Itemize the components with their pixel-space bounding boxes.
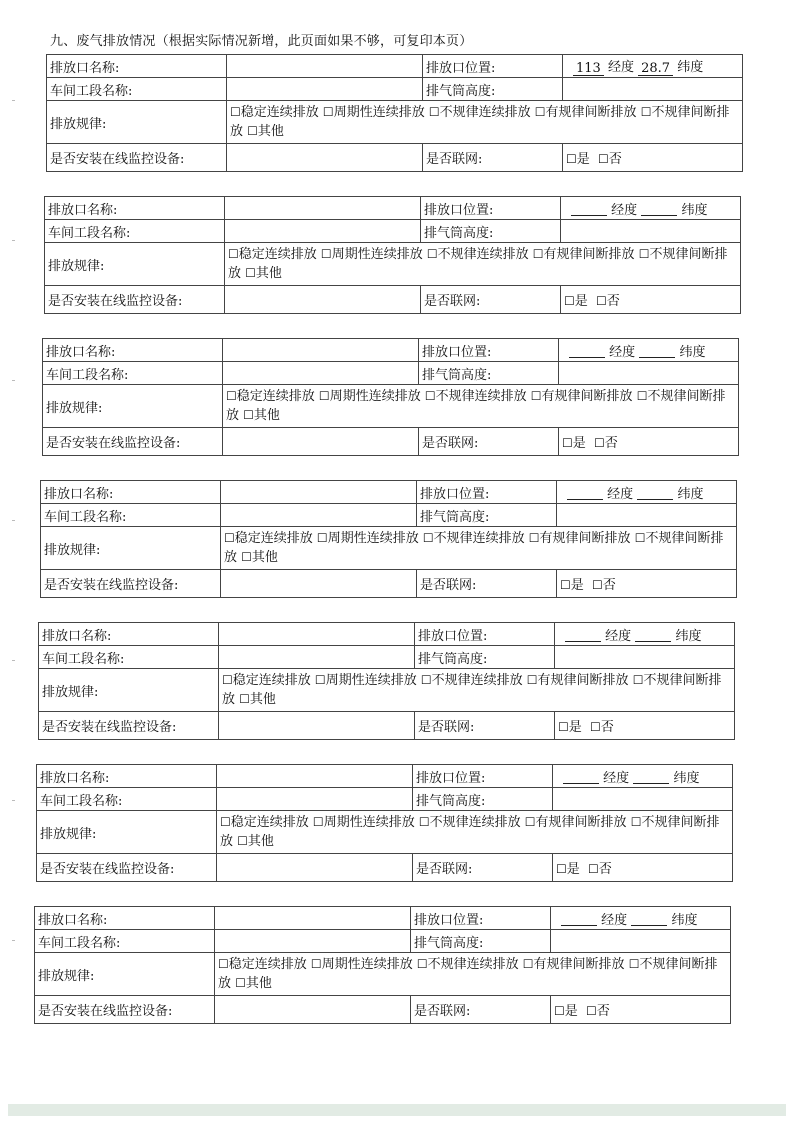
pattern-label: 排放规律: [37, 811, 217, 854]
longitude-label: 经度 [607, 486, 634, 502]
checkbox-icon[interactable]: ☐ [564, 294, 575, 308]
checkbox-icon[interactable]: ☐ [312, 815, 324, 829]
network-options [551, 996, 731, 1024]
pattern-option[interactable] [247, 124, 284, 139]
outlet-position-label: 排放口位置: [419, 339, 559, 362]
no-label: 否 [596, 1004, 610, 1019]
chimney-height-label: 排气筒高度: [417, 504, 557, 527]
checkbox-icon[interactable]: ☐ [638, 247, 650, 261]
checkbox-icon[interactable]: ☐ [310, 957, 322, 971]
pattern-option-label: 有规律间断排放 [539, 531, 631, 546]
pattern-option-label: 周期性连续排放 [331, 247, 423, 262]
no-label: 否 [600, 720, 614, 735]
pattern-label: 排放规律: [41, 527, 221, 570]
checkbox-icon[interactable]: ☐ [596, 294, 607, 308]
monitor-label: 是否安装在线监控设备: [41, 570, 221, 598]
checkbox-icon[interactable]: ☐ [636, 389, 648, 403]
checkbox-icon[interactable]: ☐ [524, 815, 536, 829]
yes-label: 是 [576, 152, 590, 167]
outlet-position-label: 排放口位置: [417, 481, 557, 504]
outlet-position-field[interactable] [553, 765, 733, 788]
margin-mark [12, 520, 15, 521]
latitude-value[interactable] [639, 345, 675, 358]
pattern-option-label: 不规律间断排放 [218, 957, 718, 991]
checkbox-icon[interactable]: ☐ [428, 105, 440, 119]
checkbox-icon[interactable]: ☐ [230, 105, 241, 119]
longitude-label: 经度 [603, 770, 630, 786]
outlet-position-field[interactable] [559, 339, 739, 362]
workshop-field[interactable] [221, 504, 417, 527]
pattern-option[interactable] [421, 673, 523, 688]
section-heading: 九、废气排放情况（根据实际情况新增，此页面如果不够，可复印本页） [50, 34, 473, 49]
checkbox-icon[interactable]: ☐ [241, 550, 252, 564]
pattern-option-label: 不规律间断排放 [228, 247, 728, 281]
network-label: 是否联网: [413, 854, 553, 882]
latitude-label: 纬度 [677, 486, 704, 502]
checkbox-icon[interactable]: ☐ [218, 957, 229, 971]
monitor-field[interactable] [217, 854, 413, 882]
pattern-option-label: 不规律间断排放 [226, 389, 726, 423]
latitude-value[interactable] [633, 771, 669, 784]
workshop-field[interactable] [219, 646, 415, 669]
pattern-option-label: 周期性连续排放 [329, 389, 421, 404]
pattern-option[interactable] [317, 531, 419, 546]
checkbox-icon[interactable]: ☐ [530, 389, 542, 403]
pattern-option[interactable] [429, 105, 531, 120]
checkbox-icon[interactable]: ☐ [526, 673, 538, 687]
monitor-label: 是否安装在线监控设备: [39, 712, 219, 740]
checkbox-icon[interactable]: ☐ [594, 436, 605, 450]
pattern-label: 排放规律: [39, 669, 219, 712]
outlet-name-field[interactable] [225, 197, 421, 220]
workshop-label: 车间工段名称: [45, 220, 225, 243]
latitude-label: 纬度 [671, 912, 698, 928]
longitude-label: 经度 [611, 202, 638, 218]
pattern-option-label: 稳定连续排放 [230, 815, 309, 830]
outlet-position-label: 排放口位置: [411, 907, 551, 930]
pattern-option-label: 其他 [249, 692, 276, 707]
chimney-height-field[interactable] [553, 788, 733, 811]
longitude-label: 经度 [609, 344, 636, 360]
outlet-position-label: 排放口位置: [423, 55, 563, 78]
workshop-label: 车间工段名称: [47, 78, 227, 101]
pattern-option[interactable] [419, 815, 521, 830]
monitor-label: 是否安装在线监控设备: [47, 144, 227, 172]
pattern-option-label: 稳定连续排放 [236, 389, 315, 404]
chimney-height-field[interactable] [555, 646, 735, 669]
no-label: 否 [598, 862, 612, 877]
longitude-value[interactable]: 113 [573, 61, 604, 76]
outlet-name-label: 排放口名称: [35, 907, 215, 930]
pattern-label: 排放规律: [45, 243, 225, 286]
pattern-option-label: 稳定连续排放 [238, 247, 317, 262]
checkbox-icon[interactable]: ☐ [222, 673, 233, 687]
workshop-label: 车间工段名称: [41, 504, 221, 527]
margin-mark [12, 940, 15, 941]
monitor-label: 是否安装在线监控设备: [43, 428, 223, 456]
pattern-option[interactable] [239, 692, 276, 707]
checkbox-icon[interactable]: ☐ [522, 957, 534, 971]
pattern-option-label: 其他 [251, 550, 278, 565]
checkbox-icon[interactable]: ☐ [243, 408, 254, 422]
pattern-option-label: 稳定连续排放 [234, 531, 313, 546]
margin-mark [12, 380, 15, 381]
pattern-option-label: 不规律连续排放 [435, 389, 527, 404]
pattern-option-label: 有规律间断排放 [533, 957, 625, 972]
emission-outlet-block [42, 338, 739, 456]
yes-label: 是 [570, 578, 584, 593]
latitude-label: 纬度 [673, 770, 700, 786]
checkbox-icon[interactable]: ☐ [318, 389, 330, 403]
checkbox-icon[interactable]: ☐ [224, 531, 235, 545]
pattern-option[interactable] [245, 266, 282, 281]
pattern-option-label: 周期性连续排放 [327, 531, 419, 546]
pattern-option[interactable] [323, 105, 425, 120]
pattern-options [221, 527, 737, 570]
chimney-height-label: 排气筒高度: [419, 362, 559, 385]
checkbox-icon[interactable]: ☐ [562, 436, 573, 450]
checkbox-icon[interactable]: ☐ [632, 673, 644, 687]
checkbox-icon[interactable]: ☐ [420, 673, 432, 687]
outlet-name-label: 排放口名称: [39, 623, 219, 646]
network-label: 是否联网: [421, 286, 561, 314]
pattern-option-label: 其他 [253, 408, 280, 423]
workshop-field[interactable] [227, 78, 423, 101]
outlet-name-field[interactable] [227, 55, 423, 78]
checkbox-icon[interactable]: ☐ [226, 389, 237, 403]
pattern-option[interactable] [525, 815, 627, 830]
pattern-option-label: 不规律间断排放 [230, 105, 730, 139]
monitor-field[interactable] [223, 428, 419, 456]
longitude-label: 经度 [605, 628, 632, 644]
chimney-height-label: 排气筒高度: [411, 930, 551, 953]
checkbox-icon[interactable]: ☐ [586, 1004, 597, 1018]
checkbox-icon[interactable]: ☐ [588, 862, 599, 876]
pattern-option-label: 有规律间断排放 [535, 815, 627, 830]
checkbox-icon[interactable]: ☐ [239, 692, 250, 706]
checkbox-icon[interactable]: ☐ [558, 720, 569, 734]
network-label: 是否联网: [415, 712, 555, 740]
pattern-option-label: 不规律连续排放 [431, 673, 523, 688]
pattern-option[interactable] [427, 247, 529, 262]
checkbox-icon[interactable]: ☐ [532, 247, 544, 261]
monitor-field[interactable] [215, 996, 411, 1024]
network-label: 是否联网: [417, 570, 557, 598]
pattern-option-label: 其他 [257, 124, 284, 139]
pattern-option[interactable] [218, 957, 307, 972]
outlet-position-label: 排放口位置: [413, 765, 553, 788]
chimney-height-field[interactable] [557, 504, 737, 527]
network-options [561, 286, 741, 314]
pattern-option-label: 有规律间断排放 [541, 389, 633, 404]
pattern-option[interactable] [423, 531, 525, 546]
yes-label: 是 [568, 720, 582, 735]
no-label: 否 [608, 152, 622, 167]
pattern-option-label: 周期性连续排放 [321, 957, 413, 972]
pattern-option-label: 其他 [245, 976, 272, 991]
pattern-option-label: 有规律间断排放 [545, 105, 637, 120]
outlet-position-label: 排放口位置: [415, 623, 555, 646]
emission-outlet-block [36, 764, 733, 882]
checkbox-icon[interactable]: ☐ [628, 957, 640, 971]
latitude-label: 纬度 [675, 628, 702, 644]
workshop-field[interactable] [223, 362, 419, 385]
network-label: 是否联网: [419, 428, 559, 456]
margin-mark [12, 660, 15, 661]
pattern-option[interactable] [237, 834, 274, 849]
checkbox-icon[interactable]: ☐ [560, 578, 571, 592]
latitude-value[interactable] [641, 203, 677, 216]
checkbox-icon[interactable]: ☐ [322, 105, 334, 119]
network-options [563, 144, 743, 172]
emission-outlet-block [34, 906, 731, 1024]
monitor-field[interactable] [221, 570, 417, 598]
pattern-option[interactable] [241, 550, 278, 565]
outlet-name-label: 排放口名称: [45, 197, 225, 220]
monitor-field[interactable] [219, 712, 415, 740]
pattern-option[interactable] [224, 531, 313, 546]
pattern-option[interactable] [529, 531, 631, 546]
no-label: 否 [604, 436, 618, 451]
chimney-height-field[interactable] [559, 362, 739, 385]
longitude-value[interactable] [567, 487, 603, 500]
monitor-label: 是否安装在线监控设备: [37, 854, 217, 882]
pattern-option[interactable] [523, 957, 625, 972]
chimney-height-label: 排气筒高度: [423, 78, 563, 101]
checkbox-icon[interactable]: ☐ [634, 531, 646, 545]
checkbox-icon[interactable]: ☐ [320, 247, 332, 261]
workshop-label: 车间工段名称: [37, 788, 217, 811]
network-label: 是否联网: [411, 996, 551, 1024]
outlet-name-field[interactable] [223, 339, 419, 362]
latitude-value[interactable] [635, 629, 671, 642]
longitude-label: 经度 [601, 912, 628, 928]
pattern-option-label: 有规律间断排放 [537, 673, 629, 688]
yes-label: 是 [572, 436, 586, 451]
pattern-option[interactable] [315, 673, 417, 688]
emission-outlet-block [38, 622, 735, 740]
checkbox-icon[interactable]: ☐ [228, 247, 239, 261]
margin-mark [12, 800, 15, 801]
margin-mark [12, 240, 15, 241]
pattern-option[interactable] [321, 247, 423, 262]
monitor-label: 是否安装在线监控设备: [45, 286, 225, 314]
checkbox-icon[interactable]: ☐ [554, 1004, 565, 1018]
outlet-name-field[interactable] [215, 907, 411, 930]
checkbox-icon[interactable]: ☐ [426, 247, 438, 261]
pattern-option-label: 不规律连续排放 [429, 815, 521, 830]
network-options [553, 854, 733, 882]
pattern-option[interactable] [230, 105, 319, 120]
checkbox-icon[interactable]: ☐ [598, 152, 609, 166]
emission-outlet-block [46, 54, 743, 172]
network-options [557, 570, 737, 598]
no-label: 否 [602, 578, 616, 593]
chimney-height-label: 排气筒高度: [421, 220, 561, 243]
checkbox-icon[interactable]: ☐ [528, 531, 540, 545]
checkbox-icon[interactable]: ☐ [566, 152, 577, 166]
pattern-option-label: 有规律间断排放 [543, 247, 635, 262]
pattern-option-label: 不规律连续排放 [427, 957, 519, 972]
pattern-option[interactable] [527, 673, 629, 688]
checkbox-icon[interactable]: ☐ [424, 389, 436, 403]
outlet-name-field[interactable] [221, 481, 417, 504]
outlet-position-field[interactable] [557, 481, 737, 504]
longitude-value[interactable] [561, 913, 597, 926]
pattern-option-label: 其他 [247, 834, 274, 849]
pattern-option[interactable] [228, 247, 317, 262]
pattern-option-label: 周期性连续排放 [333, 105, 425, 120]
latitude-value[interactable]: 28.7 [638, 61, 673, 76]
emission-outlet-block [44, 196, 741, 314]
chimney-height-field[interactable] [551, 930, 731, 953]
longitude-value[interactable] [563, 771, 599, 784]
pattern-option[interactable] [313, 815, 415, 830]
checkbox-icon[interactable]: ☐ [416, 957, 428, 971]
network-options [559, 428, 739, 456]
monitor-field[interactable] [227, 144, 423, 172]
pattern-option-label: 不规律间断排放 [222, 673, 722, 707]
latitude-label: 纬度 [681, 202, 708, 218]
latitude-label: 纬度 [677, 60, 704, 75]
outlet-position-field[interactable] [551, 907, 731, 930]
pattern-option[interactable] [235, 976, 272, 991]
margin-mark [12, 100, 15, 101]
checkbox-icon[interactable]: ☐ [534, 105, 546, 119]
chimney-height-field[interactable] [561, 220, 741, 243]
checkbox-icon[interactable]: ☐ [245, 266, 256, 280]
pattern-options [219, 669, 735, 712]
pattern-option-label: 不规律间断排放 [224, 531, 724, 565]
longitude-value[interactable] [565, 629, 601, 642]
pattern-options [227, 101, 743, 144]
checkbox-icon[interactable]: ☐ [314, 673, 326, 687]
longitude-value[interactable] [571, 203, 607, 216]
network-options [555, 712, 735, 740]
pattern-options [225, 243, 741, 286]
chimney-height-label: 排气筒高度: [415, 646, 555, 669]
pattern-option[interactable] [417, 957, 519, 972]
pattern-option-label: 不规律间断排放 [220, 815, 720, 849]
monitor-label: 是否安装在线监控设备: [35, 996, 215, 1024]
pattern-option[interactable] [311, 957, 413, 972]
pattern-options [215, 953, 731, 996]
pattern-options [223, 385, 739, 428]
pattern-option-label: 稳定连续排放 [232, 673, 311, 688]
latitude-label: 纬度 [679, 344, 706, 360]
pattern-option-label: 周期性连续排放 [323, 815, 415, 830]
checkbox-icon[interactable]: ☐ [247, 124, 258, 138]
pattern-option[interactable] [222, 673, 311, 688]
chimney-height-field[interactable] [563, 78, 743, 101]
pattern-label: 排放规律: [47, 101, 227, 144]
checkbox-icon[interactable]: ☐ [235, 976, 246, 990]
pattern-option[interactable] [243, 408, 280, 423]
monitor-field[interactable] [225, 286, 421, 314]
yes-label: 是 [574, 294, 588, 309]
chimney-height-label: 排气筒高度: [413, 788, 553, 811]
pattern-option-label: 周期性连续排放 [325, 673, 417, 688]
workshop-label: 车间工段名称: [35, 930, 215, 953]
checkbox-icon[interactable]: ☐ [630, 815, 642, 829]
emission-outlet-block [40, 480, 737, 598]
yes-label: 是 [566, 862, 580, 877]
checkbox-icon[interactable]: ☐ [316, 531, 328, 545]
pattern-option[interactable] [533, 247, 635, 262]
checkbox-icon[interactable]: ☐ [422, 531, 434, 545]
pattern-label: 排放规律: [43, 385, 223, 428]
checkbox-icon[interactable]: ☐ [418, 815, 430, 829]
pattern-option[interactable] [319, 389, 421, 404]
longitude-label: 经度 [607, 60, 634, 75]
outlet-name-label: 排放口名称: [43, 339, 223, 362]
outlet-position-field[interactable] [561, 197, 741, 220]
checkbox-icon[interactable]: ☐ [592, 578, 603, 592]
checkbox-icon[interactable]: ☐ [220, 815, 231, 829]
outlet-name-field[interactable] [219, 623, 415, 646]
pattern-option-label: 不规律连续排放 [439, 105, 531, 120]
workshop-field[interactable] [215, 930, 411, 953]
pattern-option[interactable] [535, 105, 637, 120]
outlet-position-field[interactable] [555, 623, 735, 646]
pattern-option-label: 不规律连续排放 [433, 531, 525, 546]
workshop-field[interactable] [217, 788, 413, 811]
pattern-option-label: 稳定连续排放 [240, 105, 319, 120]
checkbox-icon[interactable]: ☐ [590, 720, 601, 734]
latitude-value[interactable] [631, 913, 667, 926]
outlet-position-label: 排放口位置: [421, 197, 561, 220]
no-label: 否 [606, 294, 620, 309]
checkbox-icon[interactable]: ☐ [640, 105, 652, 119]
pattern-option-label: 其他 [255, 266, 282, 281]
pattern-option-label: 不规律连续排放 [437, 247, 529, 262]
pattern-option-label: 稳定连续排放 [228, 957, 307, 972]
network-label: 是否联网: [423, 144, 563, 172]
latitude-value[interactable] [637, 487, 673, 500]
workshop-label: 车间工段名称: [39, 646, 219, 669]
pattern-option[interactable] [226, 389, 315, 404]
workshop-label: 车间工段名称: [43, 362, 223, 385]
workshop-field[interactable] [225, 220, 421, 243]
checkbox-icon[interactable]: ☐ [556, 862, 567, 876]
outlet-name-label: 排放口名称: [47, 55, 227, 78]
pattern-option[interactable] [531, 389, 633, 404]
pattern-options [217, 811, 733, 854]
yes-label: 是 [564, 1004, 578, 1019]
footer-band [8, 1104, 786, 1116]
outlet-name-field[interactable] [217, 765, 413, 788]
pattern-label: 排放规律: [35, 953, 215, 996]
pattern-option[interactable] [220, 815, 309, 830]
pattern-option[interactable] [425, 389, 527, 404]
outlet-position-field[interactable] [563, 55, 743, 78]
checkbox-icon[interactable]: ☐ [237, 834, 248, 848]
outlet-name-label: 排放口名称: [41, 481, 221, 504]
longitude-value[interactable] [569, 345, 605, 358]
outlet-name-label: 排放口名称: [37, 765, 217, 788]
